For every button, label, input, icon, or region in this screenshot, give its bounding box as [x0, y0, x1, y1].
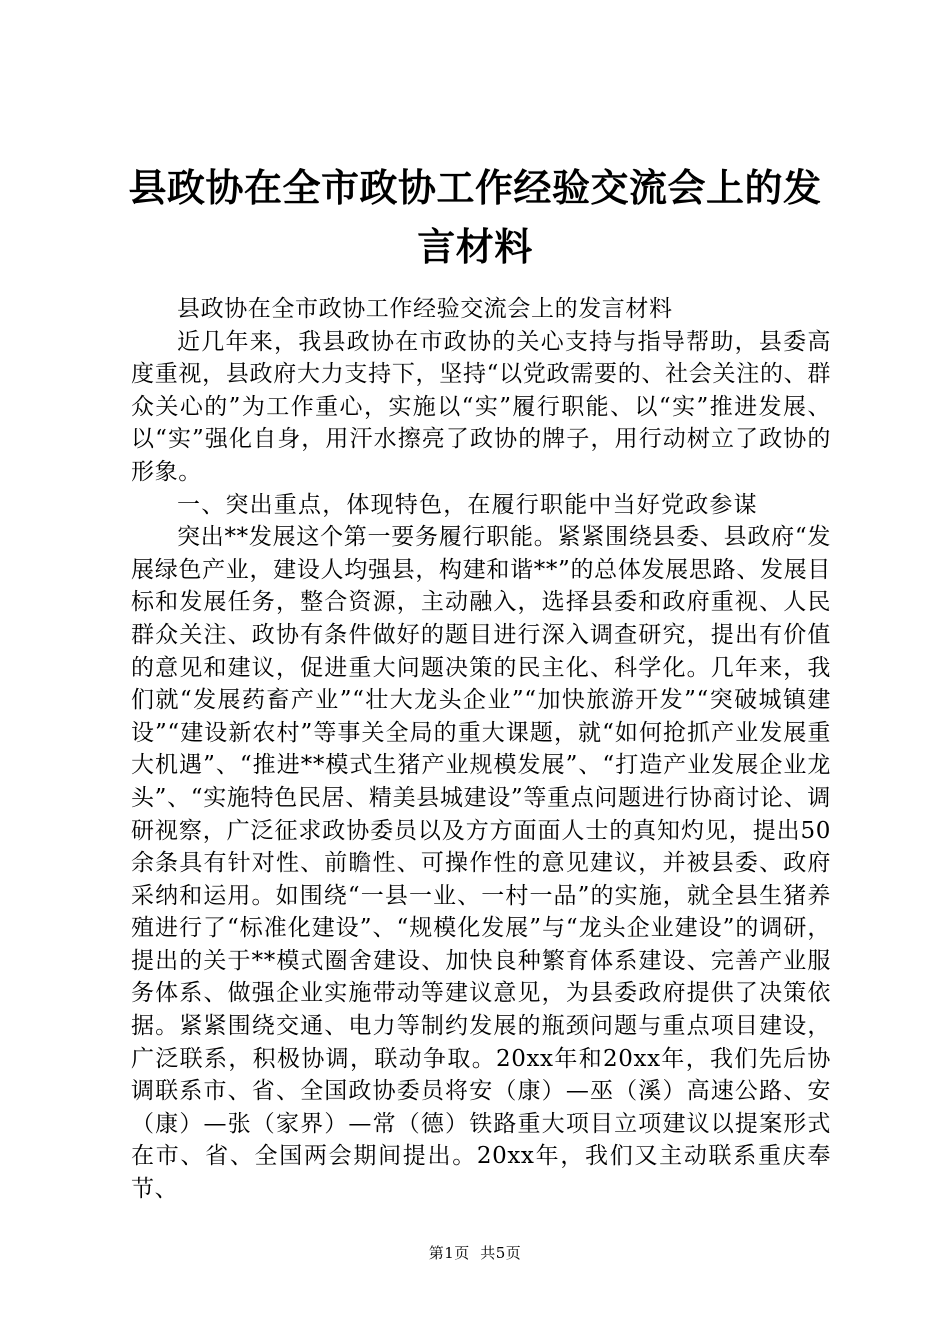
body-paragraph-intro: 近几年来，我县政协在市政协的关心支持与指导帮助，县委高度重视，县政府大力支持下，坚持“以党政需要的、社会关注的、群众关心的”为工作重心，实施以“实”履行职能、以“实”推进发展、以“实”强化自身，用汗水擦亮了政协的牌子，用行动树立了政协的形象。 [131, 328, 831, 485]
body-paragraph-section-1: 突出**发展这个第一要务履行职能。紧紧围绕县委、县政府“发展绿色产业，建设人均强县，构建和谐**”的总体发展思路、发展目标和发展任务，整合资源，主动融入，选择县委和政府重视、人民群众关注、政协有条件做好的题目进行深入调查研究，提出有价值的意见和建议，促进重大问题决策的民主化、科学化。几年来，我们就“发展药畜产业”“壮大龙头企业”“加快旅游开发”“突破城镇建设”“建设新农村”等事关全局的重大课题，就“如何抢抓产业发展重大机遇”、“推进**模式生猪产业规模发展”、“打造产业发展企业龙头”、“实施特色民居、精美县城建设”等重点问题进行协商讨论、调研视察，广泛征求政协委员以及方方面面人士的真知灼见，提出50余条具有针对性、前瞻性、可操作性的意见建议，并被县委、政府采纳和运用。如围绕“一县一业、一村一品”的实施，就全县生猪养殖进行了“标准化建设”、“规模化发展”与“龙头企业建设”的调研，提出的关于**模式圈舍建设、加快良种繁育体系建设、完善产业服务体系、做强企业实施带动等建议意见，为县委政府提供了决策依据。紧紧围绕交通、电力等制约发展的瓶颈问题与重点项目建设，广泛联系，积极协调，联动争取。20xx年和20xx年，我们先后协调联系市、省、全国政协委员将安（康）—巫（溪）高速公路、安（康）—张（家界）—常（德）铁路重大项目立项建议以提案形式在市、省、全国两会期间提出。20xx年，我们又主动联系重庆奉节、 [131, 524, 831, 1203]
body-paragraph-subtitle: 县政协在全市政协工作经验交流会上的发言材料 [177, 296, 673, 322]
page-footer [0, 1243, 950, 1263]
page-number-label: 第1页 共5页 [428, 1244, 522, 1262]
document-title: 县政协在全市政协工作经验交流会上的发言材料 [128, 165, 822, 269]
document-body [131, 293, 831, 1206]
section-heading-1: 一、突出重点，体现特色，在履行职能中当好党政参谋 [177, 491, 758, 518]
